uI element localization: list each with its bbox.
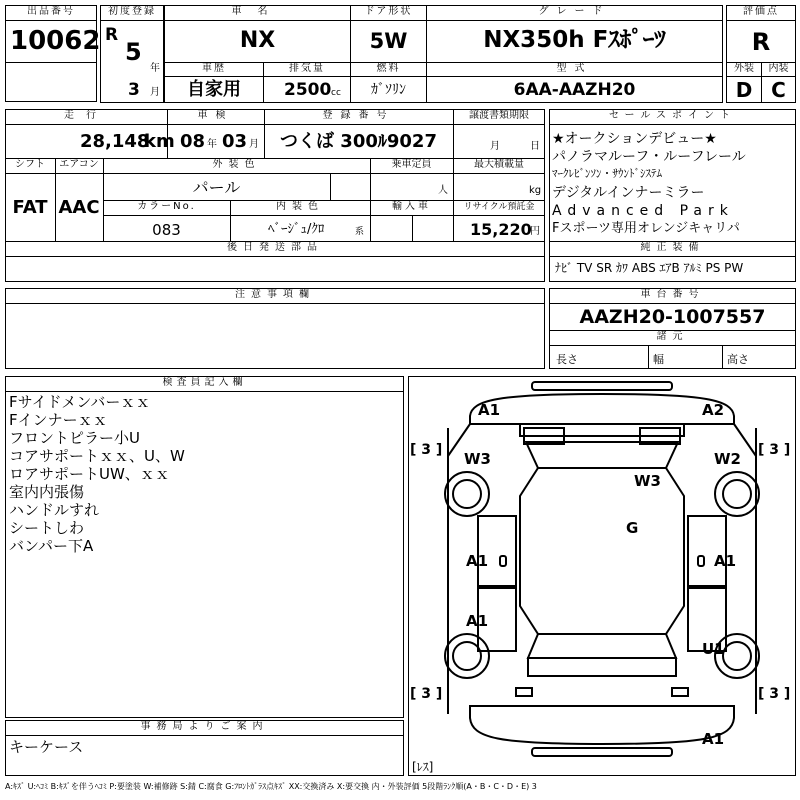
equip-pw: PW	[724, 261, 744, 275]
lot-number: 10062	[10, 26, 101, 56]
reg-month: 3	[128, 80, 140, 100]
office-label: 事務局よりご案内	[140, 721, 269, 732]
lot-label: 出品番号	[27, 6, 75, 17]
windshield-shape	[526, 442, 678, 468]
import-label: 輸入車	[392, 201, 431, 212]
specs-label: 諸元	[656, 331, 689, 342]
history-label: 車歴	[202, 63, 226, 74]
inspector-line-7: ハンドルすれ	[9, 501, 100, 519]
car-name: NX	[239, 28, 276, 53]
door-label: ドア形状	[364, 6, 413, 17]
spare-tire: [ﾚｽ]	[412, 760, 434, 774]
trunk-shape	[528, 658, 676, 676]
insp-year-unit: 年	[207, 139, 217, 150]
score-label: 評価点	[743, 6, 779, 17]
equipment-label: 純正装備	[640, 242, 705, 253]
sales-point-4: デジタルインナーミラー	[552, 185, 705, 201]
load-unit: kg	[529, 185, 542, 196]
inspector-label: 検査員記入欄	[162, 377, 247, 388]
chassis-label: 車台番号	[640, 289, 705, 300]
capacity-unit: 人	[438, 185, 448, 196]
tire-front-right: [ 3 ]	[758, 442, 791, 458]
insp-month: 03	[222, 131, 248, 152]
tire-rear-left: [ 3 ]	[410, 686, 443, 702]
mark-front-left: A1	[478, 401, 501, 419]
era: R	[105, 25, 119, 45]
inspection-label: 車検	[197, 110, 234, 121]
score: R	[751, 28, 771, 56]
history: 自家用	[187, 79, 241, 100]
exterior-label: 外装	[734, 63, 754, 74]
int-color-unit: 系	[355, 227, 365, 237]
first-reg-label: 初度登録	[108, 6, 156, 17]
mark-roof: W3	[634, 472, 661, 490]
rear-window-shape	[528, 634, 676, 658]
fuel: ｶﾞｿﾘﾝ	[371, 82, 406, 98]
equipment-list	[555, 262, 743, 274]
hood-shape	[520, 424, 684, 436]
recycle-fee: 15,220	[470, 220, 532, 239]
inspector-line-4: コアサポートｘｘ、U、W	[9, 447, 185, 465]
lot-lower-box	[5, 62, 97, 102]
deadline-month: 月	[490, 141, 500, 152]
exterior-score: D	[735, 78, 753, 102]
chassis-number: AAZH20-1007557	[579, 306, 766, 328]
inspector-line-2: Fインナーｘｘ	[9, 411, 108, 429]
shift: FAT	[12, 197, 48, 218]
insp-month-unit: 月	[249, 139, 259, 150]
mark-right-front-door: A1	[714, 552, 737, 570]
model-label: 型式	[556, 63, 593, 74]
deadline-day: 日	[530, 141, 540, 152]
front-end-shape	[470, 394, 734, 424]
sales-point-2: パノラマルーフ・ルーフレール	[552, 149, 746, 165]
reg-year-unit: 年	[150, 63, 160, 74]
mark-left-front-door: A1	[466, 552, 489, 570]
displacement: 2500	[284, 80, 332, 100]
inspector-line-9: バンパー下A	[9, 537, 94, 555]
equip-sr: SR	[596, 261, 613, 275]
tire-rear-right: [ 3 ]	[758, 686, 791, 702]
inspector-line-6: 室内内張傷	[9, 483, 85, 501]
displacement-unit: cc	[331, 88, 341, 98]
recycle-label: リサイクル預託金	[463, 202, 535, 212]
ext-color-label: 外装色	[212, 159, 261, 170]
int-color-label: 内装色	[276, 201, 324, 212]
interior-score: C	[771, 78, 786, 102]
grade-label: グレード	[538, 6, 611, 17]
mileage-unit: km	[144, 131, 175, 152]
rear-left-wheel-shape	[445, 634, 489, 678]
car-diagram	[408, 376, 796, 776]
recycle-unit: 円	[530, 226, 540, 237]
front-bumper-shape	[532, 382, 672, 390]
sales-point-1: ★オークションデビュー★	[552, 131, 717, 147]
front-right-wheel-shape	[715, 472, 759, 516]
height-label: 高さ	[727, 353, 749, 366]
load-label: 最大積載量	[474, 159, 524, 170]
ac-label: エアコン	[59, 159, 99, 170]
left-front-door-shape	[478, 516, 516, 586]
inspector-line-1: Fサイドメンバーｘｘ	[9, 393, 151, 411]
fuel-label: 燃料	[376, 63, 401, 74]
sales-point-3: ﾏｰｸﾚﾋﾞﾝｿﾝ・ｻｳﾝﾄﾞｼｽﾃﾑ	[552, 167, 662, 180]
mark-left-rear-door: A1	[466, 612, 489, 630]
model: 6AA-AAZH20	[513, 80, 636, 100]
front-left-wheel-shape	[445, 472, 489, 516]
mark-rear-bumper: A1	[702, 730, 725, 748]
tire-front-left: [ 3 ]	[410, 442, 443, 458]
insp-year: 08	[180, 131, 206, 152]
equip-alloy: ｱﾙﾐ	[683, 261, 702, 275]
sales-point-6: Fスポーツ専用オレンジキャリパ	[552, 221, 740, 236]
roof-shape	[520, 468, 684, 634]
mark-front-right: A2	[702, 401, 725, 419]
inspector-line-8: シートしわ	[9, 519, 85, 537]
door-type: 5W	[369, 29, 408, 53]
color-no: 083	[152, 221, 181, 239]
rear-end-shape	[470, 706, 734, 744]
rear-bumper-shape	[532, 748, 672, 756]
capacity-label: 乗車定員	[391, 159, 432, 170]
plate-number: つくば 300ﾙ9027	[280, 131, 437, 152]
equip-airbag: ｴｱB	[659, 261, 680, 275]
equip-abs: ABS	[631, 261, 656, 275]
inspector-line-3: フロントピラー小U	[9, 429, 140, 447]
equip-ps: PS	[705, 261, 721, 275]
mark-right-rear: U1	[702, 640, 725, 658]
reg-month-unit: 月	[150, 87, 160, 98]
ext-color: パール	[192, 178, 241, 197]
mark-windshield: G	[626, 519, 639, 537]
equip-tv: TV	[576, 261, 593, 275]
plate-label: 登録番号	[322, 110, 395, 121]
car-name-label: 車名	[231, 6, 284, 17]
later-parts-label: 後日発送部品	[227, 242, 323, 253]
mark-right-fender: W2	[714, 450, 741, 468]
sales-point-5: Advanced Park	[552, 203, 734, 219]
notes-label: 注意事項欄	[235, 289, 315, 300]
reg-year: 5	[125, 38, 142, 66]
right-front-door-shape	[688, 516, 726, 586]
equip-leather: ｶﾜ	[616, 261, 629, 275]
inspector-line-5: ロアサポートUW、ｘｘ	[9, 465, 170, 483]
interior-label: 内装	[768, 63, 789, 74]
mileage-label: 走行	[64, 110, 108, 121]
legend: A:ｷｽﾞ U:ﾍｺﾐ B:ｷｽﾞを伴うﾍｺﾐ P:要塗装 W:補修跡 S:錆 C:腐食 G:ﾌﾛﾝﾄｶﾞﾗｽ点ｷｽﾞ XX:交換済み X:要交換 内・外装評価 5段階ﾗﾝｸ順(A・B・C・D・E) 3	[5, 782, 537, 791]
width-label: 幅	[653, 353, 664, 366]
mileage: 28,148	[80, 131, 150, 152]
length-label: 長さ	[556, 353, 578, 366]
equip-navi: ﾅﾋﾞ	[555, 261, 574, 275]
color-no-label: カラーNo.	[137, 201, 196, 212]
mark-left-fender: W3	[464, 450, 491, 468]
displacement-label: 排気量	[289, 63, 325, 74]
office-note: キーケース	[9, 738, 84, 756]
deadline-label: 譲渡書類期限	[469, 110, 529, 121]
grade: NX350h Fｽﾎﾟｰﾂ	[483, 27, 666, 53]
int-color: ﾍﾞｰｼﾞｭ/ｸﾛ	[268, 222, 325, 237]
sales-points-label: セールスポイント	[608, 110, 737, 121]
ac: AAC	[58, 197, 100, 218]
shift-label: シフト	[15, 159, 45, 170]
